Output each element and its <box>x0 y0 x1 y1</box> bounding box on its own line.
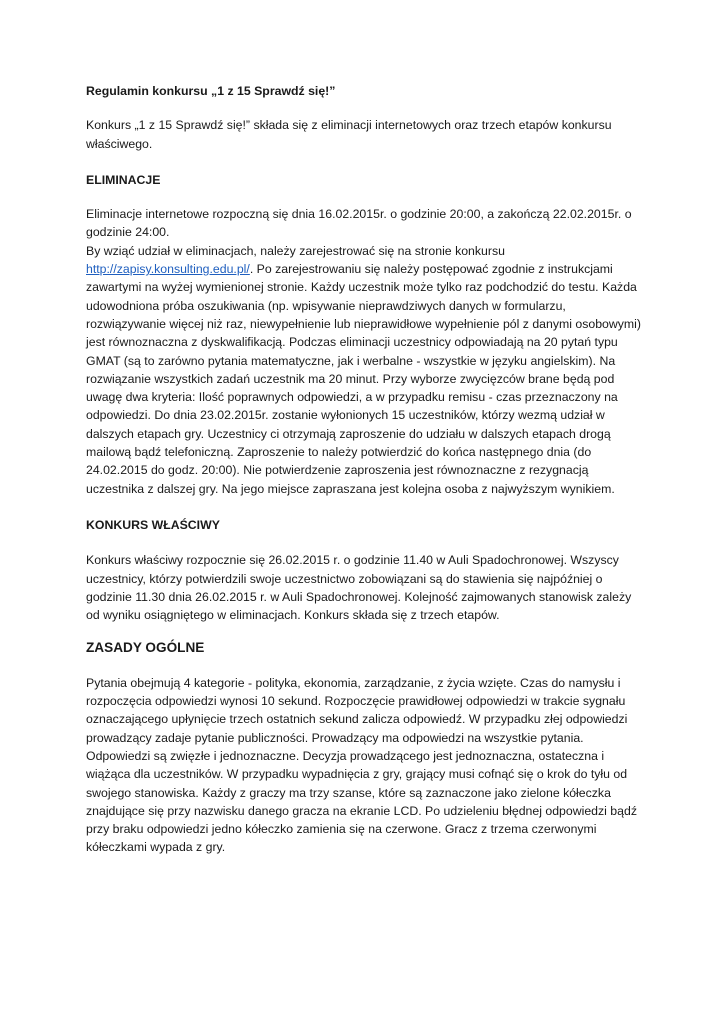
document-page <box>86 82 642 857</box>
konkurs-paragraph: Konkurs właściwy rozpocznie się 26.02.2015 r. o godzinie 11.40 w Auli Spadochronowej. Wszyscy uczestnicy, którzy potwierdzili swoje uczestnictwo zobowiązani są do stawienia się najpóźniej o godzinie 11.30 dnia 26.02.2015 r. w Auli Spadochronowej. Kolejność zajmowanych stanowisk zależy od wyniku osiągniętego w eliminacjach. Konkurs składa się z trzech etapów. <box>86 553 632 623</box>
registration-link[interactable]: http://zapisy.konsulting.edu.pl/ <box>86 262 250 277</box>
eliminacje-register-text: By wziąć udział w eliminacjach, należy zarejestrować się na stronie konkursu <box>86 243 505 258</box>
intro-paragraph: Konkurs „1 z 15 Sprawdź się!” składa się z eliminacji internetowych oraz trzech etapów konkursu właściwego. <box>86 118 612 151</box>
section-heading-eliminacje: ELIMINACJE <box>86 172 161 187</box>
eliminacje-body <box>86 205 642 498</box>
eliminacje-dates-paragraph: Eliminacje internetowe rozpoczną się dnia 16.02.2015r. o godzinie 20:00, a zakończą 22.02.2015r. o godzinie 24:00. <box>86 207 632 240</box>
section-heading-konkurs: KONKURS WŁAŚCIWY <box>86 517 220 532</box>
section-heading-zasady: ZASADY OGÓLNE <box>86 640 205 656</box>
document-title: Regulamin konkursu „1 z 15 Sprawdź się!” <box>86 84 336 98</box>
eliminacje-rules-paragraph <box>86 242 642 498</box>
eliminacje-rules-text: . Po zarejestrowaniu się należy postępować zgodnie z instrukcjami zawartymi na wyżej wymienionej stronie. Każdy uczestnik może tylko raz podchodzić do testu. Każda udowodniona próba oszukiwania (np. wpisywanie nieprawdziwych danych w formularzu, rozwiązywanie więcej niż raz, niewypełnienie lub nieprawidłowe wypełnienie pól z danymi osobowymi) jest równoznaczna z dyskwalifikacją. Podczas eliminacji uczestnicy odpowiadają na 20 pytań typu GMAT (są to zarówno pytania matematyczne, jak i werbalne - wszystkie w języku angielskim). Na rozwiązanie wszystkich zadań uczestnik ma 20 minut. Przy wyborze zwycięzców brane będą pod uwagę dwa kryteria: Ilość poprawnych odpowiedzi, a w przypadku remisu - czas przeznaczony na odpowiedzi. Do dnia 23.02.2015r. zostanie wyłonionych 15 uczestników, którzy wezmą udział w dalszych etapach gry. Uczestnicy ci otrzymają zaproszenie do udziału w dalszych etapach drogą mailową bądź telefoniczną. Zaproszenie to należy potwierdzić do końca następnego dnia (do 24.02.2015 do godz. 20:00). Nie potwierdzenie zaproszenia jest równoznaczne z rezygnacją uczestnika z dalszej gry. Na jego miejsce zapraszana jest kolejna osoba z najwyższym wynikiem. <box>86 262 641 496</box>
zasady-paragraph: Pytania obejmują 4 kategorie - polityka, ekonomia, zarządzanie, z życia wzięte. Czas do namysłu i rozpoczęcia odpowiedzi wynosi 10 sekund. Rozpoczęcie prawidłowej odpowiedzi w trakcie sygnału oznaczającego upłynięcie trzech ostatnich sekund zalicza odpowiedź. W przypadku złej odpowiedzi prowadzący zadaje pytanie publiczności. Prowadzący ma odpowiedzi na wszystkie pytania. Odpowiedzi są zwięzłe i jednoznaczne. Decyzja prowadzącego jest jednoznaczna, ostateczna i wiążąca dla uczestników. W przypadku wypadnięcia z gry, grający musi cofnąć się o krok do tyłu od swojego stanowiska. Każdy z graczy ma trzy szanse, które są zaznaczone jako zielone kółeczka znajdujące się przy nazwisku danego gracza na ekranie LCD. Po udzieleniu błędnej odpowiedzi bądź przy braku odpowiedzi jedno kółeczko zamienia się na czerwone. Gracz z trzema czerwonymi kółeczkami wypada z gry. <box>86 675 637 855</box>
